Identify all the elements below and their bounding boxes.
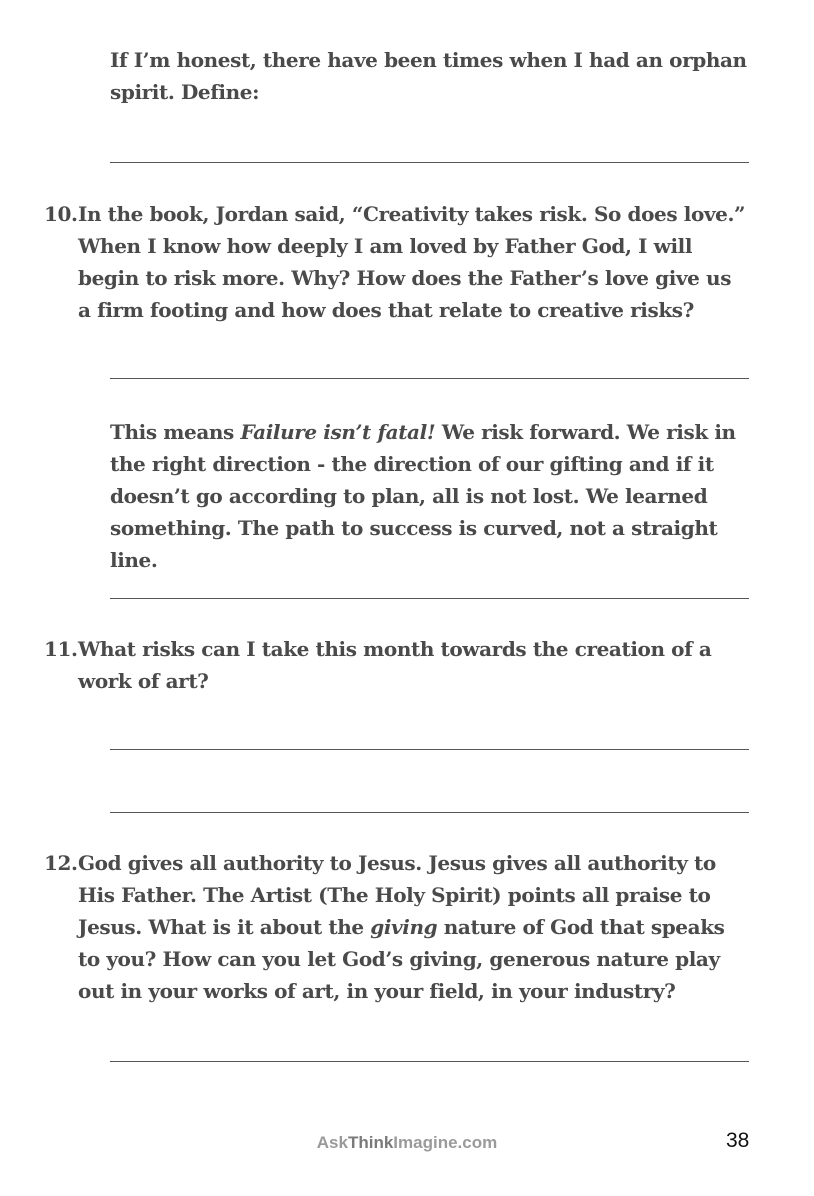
question-12 (44, 847, 750, 1007)
orphan-spirit-prompt (110, 44, 750, 108)
question-text (78, 847, 750, 1007)
answer-line[interactable] (110, 1061, 749, 1062)
question-text: In the book, Jordan said, “Creativity takes risk. So does love.” When I know how deeply I am loved by Father God, I will begin to risk more. Why? How does the Father’s love give us a firm footing and how does that relate to creative risks? (78, 202, 746, 322)
footer-site-think: Think (347, 1133, 394, 1152)
question-text-start: God gives all authority to Jesus. Jesus gives all authority to His Father. The Artist (The Holy Spirit) points all praise to Jesus. What is it about the (78, 851, 716, 939)
footer-site-imagine: Imagine.com (393, 1133, 498, 1152)
question-number: 12. (44, 851, 78, 875)
question-text-end: nature of God that speaks to you? How can you let God’s giving, generous nature play out in your works of art, in your field, in your industry? (78, 915, 725, 1003)
question-10-note (110, 416, 750, 576)
answer-line[interactable] (110, 812, 749, 813)
question-number: 10. (44, 202, 78, 226)
orphan-spirit-text: If I’m honest, there have been times when I had an orphan spirit. Define: (110, 48, 747, 104)
footer-website (0, 1133, 814, 1153)
note-text-start: This means (110, 420, 241, 444)
answer-line[interactable] (110, 598, 749, 599)
answer-line[interactable] (110, 162, 749, 163)
answer-line[interactable] (110, 378, 749, 379)
question-emphasis: giving (370, 915, 438, 939)
footer-site-ask: Ask (316, 1133, 348, 1152)
note-text-end: We risk forward. We risk in the right direction - the direction of our gifting and if it doesn’t go according to plan, all is not lost. We learned something. The path to success is curved, not a straight line. (110, 420, 736, 572)
question-10 (44, 198, 750, 326)
page-number: 38 (726, 1129, 750, 1152)
question-number: 11. (44, 637, 78, 661)
answer-line[interactable] (110, 749, 749, 750)
question-text: What risks can I take this month towards the creation of a work of art? (78, 637, 712, 693)
question-11 (44, 633, 750, 697)
note-emphasis: Failure isn’t fatal! (240, 420, 436, 444)
